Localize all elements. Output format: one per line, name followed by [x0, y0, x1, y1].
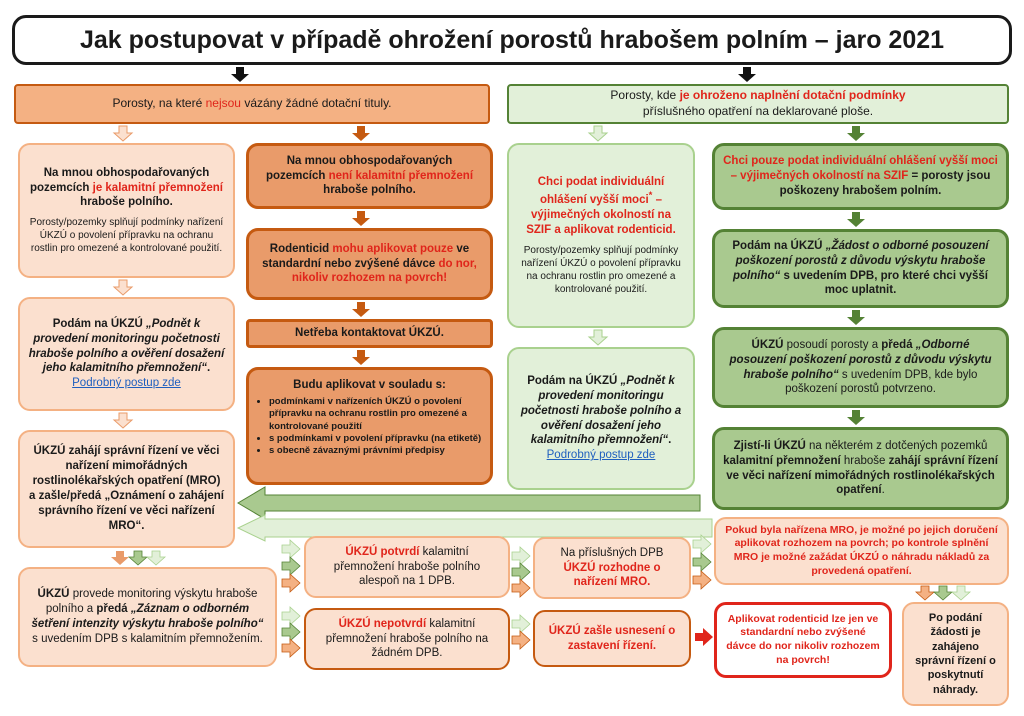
arrow-col4-4	[847, 410, 865, 425]
col4-box-only-report: Chci pouze podat individuální ohlášení vyšší moci – výjimečných okolností na SZIF = porosty jsou poškozeny hrabošem polním.	[712, 143, 1009, 210]
arrow-final-b	[934, 586, 952, 600]
col1-box-monitoring: ÚKZÚ provede monitoring výskytu hraboše polního a předá „Záznam o odborném šetření intenzity výskytu hraboše polního“ s uvedením DPB s kalamitním přemnožením.	[18, 567, 277, 667]
header-subsidy: Porosty, kde je ohroženo naplnění dotační podmínky příslušného opatření na deklarované ploše.	[507, 84, 1009, 124]
arrow-mro-a	[693, 535, 711, 553]
arrow-col4-3	[847, 310, 865, 325]
compliance-item: • s obecně závaznými právními předpisy	[269, 445, 482, 457]
arrow-title-left	[231, 67, 249, 82]
compliance-list	[257, 396, 482, 458]
col4-box-assessment-request: Podám na ÚKZÚ „Žádost o odborné posouzení poškození porostů z důvodu výskytu hraboše polního“ s uvedením DPB, pro které chci vyšší moc uplatnit.	[712, 229, 1009, 308]
arrow-deny-a	[282, 607, 300, 625]
arrow-mro-c	[693, 571, 711, 589]
arrow-col1-2	[114, 280, 132, 295]
col1-box-submit-request: Podám na ÚKZÚ „Podnět k provedení monitoringu početnosti hraboše polního a ověření dosažení jeho kalamitního přemnožení“. Podrobný postup zde	[18, 297, 235, 411]
arrow-col1-4b	[129, 551, 147, 565]
arrow-col2-4	[352, 350, 370, 365]
arrow-col2-1	[352, 126, 370, 141]
col2-box-no-contact: Netřeba kontaktovat ÚKZÚ.	[246, 319, 493, 348]
col4-box-calamity-found: Zjistí-li ÚKZÚ na některém z dotčených pozemků kalamitní přemnožení hraboše zahájí správní řízení ve věci nařízení mimořádných rostlinolékařských opatření.	[712, 427, 1009, 510]
arrow-title-right	[738, 67, 756, 82]
arrow-confirm-a	[282, 540, 300, 558]
arrow-deny-b	[282, 623, 300, 641]
col2-box-compliance: Budu aplikovat v souladu s: • podmínkami v nařízeních ÚKZÚ o povolení přípravku na ochranu rostlin pro omezené a kontrolované použití • s podmínkami v povolení přípravku (na etiketě) • s obecně závaznými právními předpisy	[246, 367, 493, 485]
box-stop-proceeding: ÚKZÚ zašle usnesení o zastavení řízení.	[533, 610, 691, 667]
arrow-col2-3	[352, 302, 370, 317]
box-decide-mro: Na příslušných DPB ÚKZÚ rozhodne o nařízení MRO.	[533, 537, 691, 599]
box-confirm: ÚKZÚ potvrdí kalamitní přemnožení hraboše polního alespoň na 1 DPB.	[304, 536, 510, 598]
arrow-big-dark-green	[238, 487, 700, 519]
col3-box-submit-request: Podám na ÚKZÚ „Podnět k provedení monitoringu početnosti hraboše polního a ověření dosažení jeho kalamitního přemnožení“. Podrobný postup zde	[507, 347, 695, 490]
arrow-confirm-c	[282, 574, 300, 592]
arrow-col3-2	[589, 330, 607, 345]
arrow-decide-a	[512, 547, 530, 565]
detail-link-col3[interactable]: Podrobný postup zde	[546, 449, 656, 462]
arrow-col4-2	[847, 212, 865, 227]
arrow-col1-1	[114, 126, 132, 141]
col1-box-calamity: Na mnou obhospodařovaných pozemcích je kalamitní přemnožení hraboše polního. Porosty/pozemky splňují podmínky nařízení ÚKZÚ o povolení přípravku na ochranu rostlin pro omezené a kontrolované použití.	[18, 143, 235, 278]
box-warning: Aplikovat rodenticid lze jen ve standardní nebo zvýšené dávce do nor nikoliv rozhozem na povrch!	[714, 602, 892, 678]
arrow-decide-c	[512, 579, 530, 597]
arrow-col3-1	[589, 126, 607, 141]
arrow-decide-b	[512, 563, 530, 581]
arrow-col1-4c	[147, 551, 165, 565]
box-final: Po podání žádosti je zahájeno správní řízení o poskytnutí náhrady.	[902, 602, 1009, 706]
arrow-stop-b	[512, 631, 530, 649]
col2-box-rodenticid: Rodenticid mohu aplikovat pouze ve standardní nebo zvýšené dávce do nor, nikoliv rozhozem na povrch!	[246, 228, 493, 300]
arrow-col1-4a	[111, 551, 129, 565]
col2-box-no-calamity: Na mnou obhospodařovaných pozemcích není kalamitní přemnožení hraboše polního.	[246, 143, 493, 209]
arrow-col2-2	[352, 211, 370, 226]
arrow-col4-1	[847, 126, 865, 141]
arrow-warning	[695, 628, 713, 646]
arrow-final-a	[916, 586, 934, 600]
compliance-item: • podmínkami v nařízeních ÚKZÚ o povolení přípravku na ochranu rostlin pro omezené a kontrolované použití	[269, 396, 482, 433]
box-mro-info: Pokud byla nařízena MRO, je možné po jejich doručení aplikovat rozhozem na povrch; po kontrole splnění MRO je možné zažádat ÚKZÚ o náhradu nákladů za provedená opatření.	[714, 517, 1009, 585]
col3-box-force-majeure: Chci podat individuální ohlášení vyšší moci* – výjimečných okolností na SZIF a aplikovat rodenticid. Porosty/pozemky splňují podmínky nařízení ÚKZÚ o povolení přípravku na ochranu rostlin pro omezené a kontrolované použití.	[507, 143, 695, 328]
compliance-item: • s podmínkami v povolení přípravku (na etiketě)	[269, 433, 482, 445]
arrow-confirm-b	[282, 557, 300, 575]
detail-link-col1[interactable]: Podrobný postup zde	[72, 377, 181, 390]
col4-box-assessment: ÚKZÚ posoudí porosty a předá „Odborné posouzení poškození porostů z důvodu výskytu hraboše polního“ s uvedením DPB, kde bylo poškození porostů potvrzeno.	[712, 327, 1009, 408]
arrow-stop-a	[512, 615, 530, 633]
arrow-mro-b	[693, 553, 711, 571]
box-deny: ÚKZÚ nepotvrdí kalamitní přemnožení hraboše polního na žádném DPB.	[304, 608, 510, 670]
arrow-col1-3	[114, 413, 132, 428]
col1-box-proceeding: ÚKZÚ zahájí správní řízení ve věci nařízení mimořádných rostlinolékařských opatření (MRO) a zašle/předá „Oznámení o zahájení správního řízení ve věci nařízení MRO“.	[18, 430, 235, 548]
header-no-subsidy: Porosty, na které nejsou vázány žádné dotační tituly.	[14, 84, 490, 124]
arrow-deny-c	[282, 639, 300, 657]
arrow-final-c	[952, 586, 970, 600]
page-title: Jak postupovat v případě ohrožení porostů hrabošem polním – jaro 2021	[12, 15, 1012, 65]
